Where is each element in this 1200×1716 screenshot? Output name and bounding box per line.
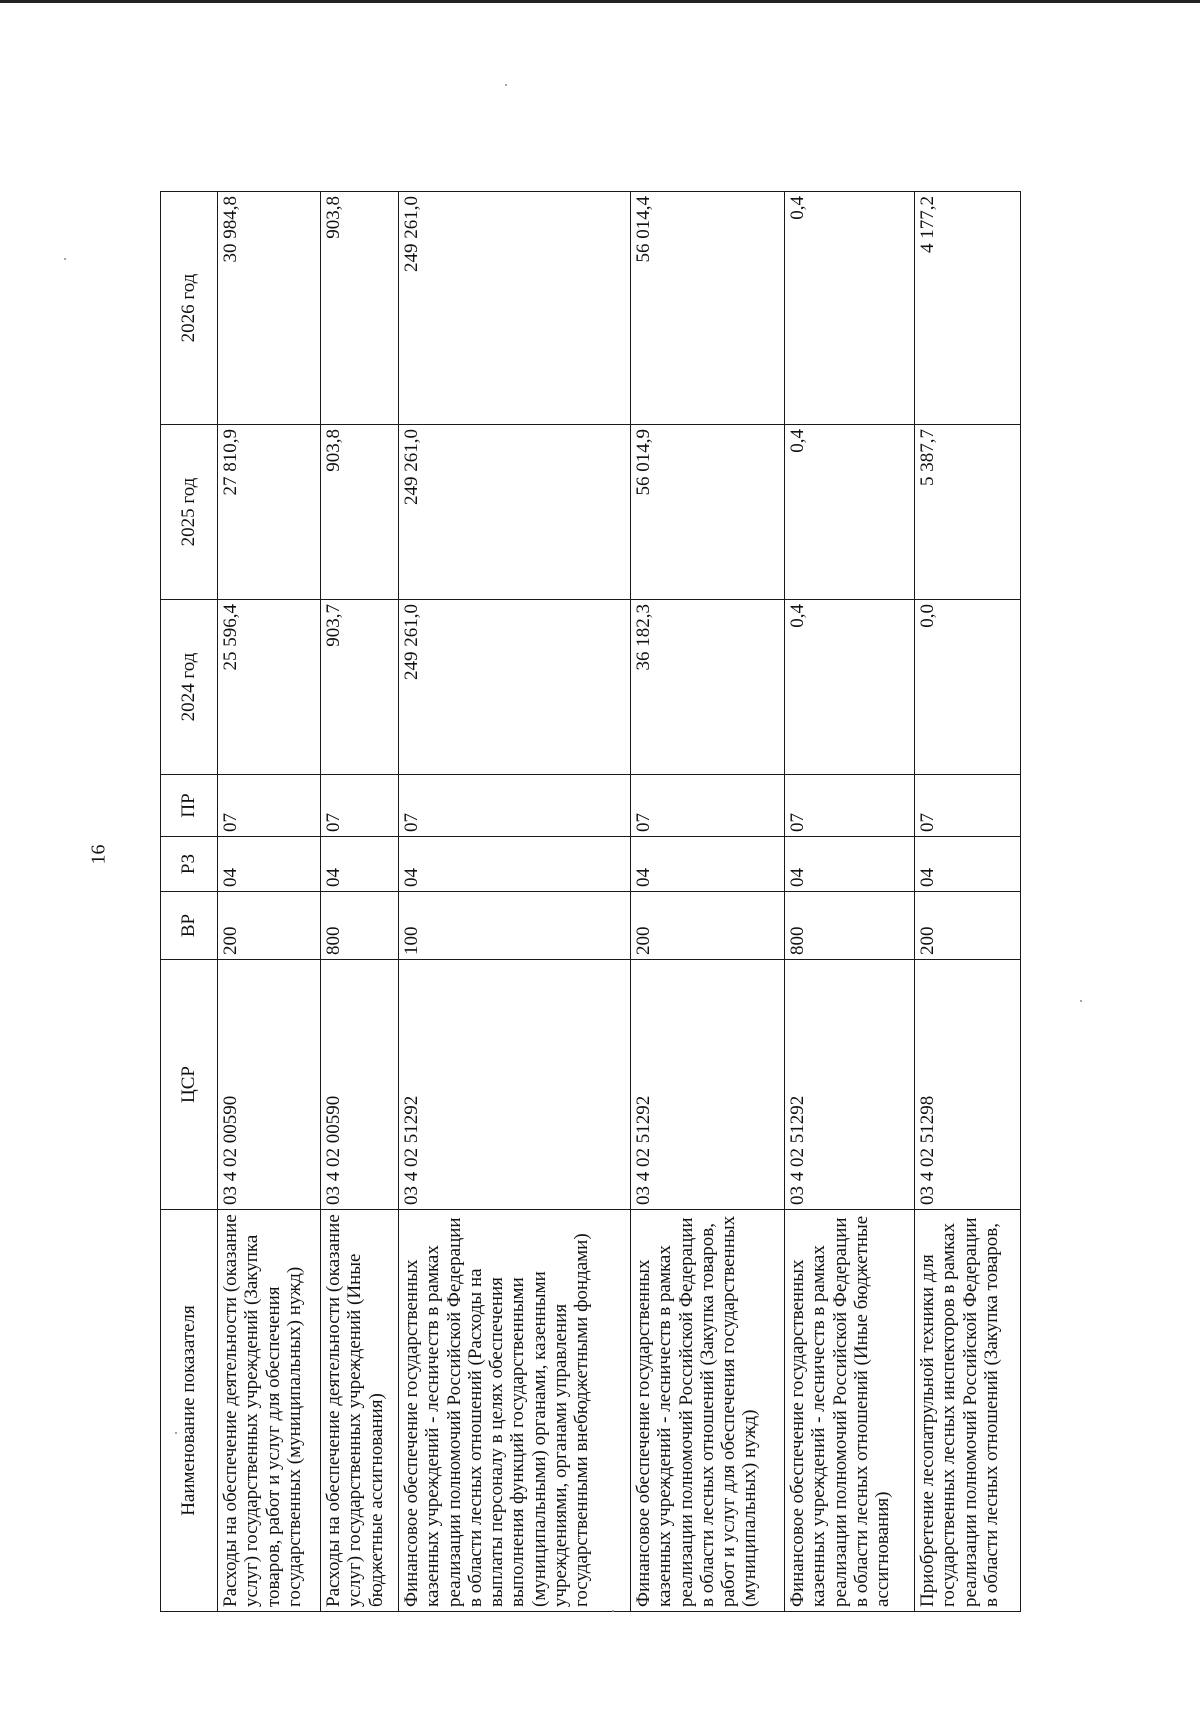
scan-speck	[175, 1432, 177, 1434]
header-2026: 2026 год	[161, 192, 218, 425]
table-row	[915, 192, 1021, 1612]
row-name: Финансовое обеспечение государственных казенных учреждений - лесничеств в рамках реализации полномочий Российской Федерации в области лесных отношений (Закупка товаров, работ и услуг для обеспечения государственных (муниципальных) нужд)	[631, 1210, 785, 1612]
table-row	[218, 192, 321, 1612]
row-csr: 03 4 02 00590	[218, 960, 321, 1210]
top-edge-rule	[0, 0, 1200, 3]
row-2026: 903,8	[321, 192, 399, 425]
header-csr: ЦСР	[161, 960, 218, 1210]
header-vr: ВР	[161, 892, 218, 960]
row-2024: 36 182,3	[631, 600, 785, 775]
row-vr: 200	[218, 892, 321, 960]
row-2024: 25 596,4	[218, 600, 321, 775]
header-2025: 2025 год	[161, 425, 218, 600]
header-name: Наименование показателя	[161, 1210, 218, 1612]
header-rz: РЗ	[161, 837, 218, 892]
table-row	[785, 192, 915, 1612]
row-pr: 07	[631, 775, 785, 837]
row-pr: 07	[785, 775, 915, 837]
row-pr: 07	[218, 775, 321, 837]
row-2026: 56 014,4	[631, 192, 785, 425]
row-2026: 4 177,2	[915, 192, 1021, 425]
row-vr: 200	[915, 892, 1021, 960]
row-csr: 03 4 02 51292	[785, 960, 915, 1210]
table-header-row	[161, 192, 218, 1612]
row-name: Финансовое обеспечение государственных казенных учреждений - лесничеств в рамках реализации полномочий Российской Федерации в области лесных отношений (Иные бюджетные ассигнования)	[785, 1210, 915, 1612]
rotated-table-container	[160, 192, 1085, 1612]
row-2026: 30 984,8	[218, 192, 321, 425]
scan-speck	[1080, 1000, 1082, 1002]
row-2024: 0,0	[915, 600, 1021, 775]
row-csr: 03 4 02 51292	[631, 960, 785, 1210]
row-name: Приобретение лесопатрульной техники для государственных лесных инспекторов в рамках реализации полномочий Российской Федерации в области лесных отношений (Закупка товаров,	[915, 1210, 1021, 1612]
budget-table	[160, 191, 1021, 1612]
row-vr: 100	[399, 892, 631, 960]
row-rz: 04	[631, 837, 785, 892]
row-name: Расходы на обеспечение деятельности (оказание услуг) государственных учреждений (Закупка товаров, работ и услуг для обеспечения государственных (муниципальных) нужд)	[218, 1210, 321, 1612]
row-2024: 249 261,0	[399, 600, 631, 775]
row-rz: 04	[321, 837, 399, 892]
row-pr: 07	[321, 775, 399, 837]
scan-speck	[64, 258, 66, 260]
row-rz: 04	[399, 837, 631, 892]
row-pr: 07	[915, 775, 1021, 837]
row-name: Финансовое обеспечение государственных казенных учреждений - лесничеств в рамках реализации полномочий Российской Федерации в области лесных отношений (Расходы на выплаты персоналу в целях обеспечения выполнения функций государственными (муниципальными) органами, казенными учреждениями, органами управления государственными внебюджетными фондами)	[399, 1210, 631, 1612]
table-row	[399, 192, 631, 1612]
scan-speck	[612, 1610, 614, 1612]
row-2025: 0,4	[785, 425, 915, 600]
scan-speck	[505, 84, 507, 86]
row-csr: 03 4 02 00590	[321, 960, 399, 1210]
row-2024: 0,4	[785, 600, 915, 775]
row-rz: 04	[785, 837, 915, 892]
row-vr: 200	[631, 892, 785, 960]
header-2024: 2024 год	[161, 600, 218, 775]
row-2025: 5 387,7	[915, 425, 1021, 600]
row-vr: 800	[785, 892, 915, 960]
row-csr: 03 4 02 51298	[915, 960, 1021, 1210]
row-rz: 04	[218, 837, 321, 892]
row-name: Расходы на обеспечение деятельности (оказание услуг) государственных учреждений (Иные бюджетные ассигнования)	[321, 1210, 399, 1612]
table-row	[631, 192, 785, 1612]
row-2026: 0,4	[785, 192, 915, 425]
page-number: 16	[87, 844, 110, 865]
row-pr: 07	[399, 775, 631, 837]
row-2024: 903,7	[321, 600, 399, 775]
row-2026: 249 261,0	[399, 192, 631, 425]
row-csr: 03 4 02 51292	[399, 960, 631, 1210]
row-rz: 04	[915, 837, 1021, 892]
table-row	[321, 192, 399, 1612]
row-vr: 800	[321, 892, 399, 960]
row-2025: 27 810,9	[218, 425, 321, 600]
row-2025: 249 261,0	[399, 425, 631, 600]
header-pr: ПР	[161, 775, 218, 837]
row-2025: 56 014,9	[631, 425, 785, 600]
row-2025: 903,8	[321, 425, 399, 600]
